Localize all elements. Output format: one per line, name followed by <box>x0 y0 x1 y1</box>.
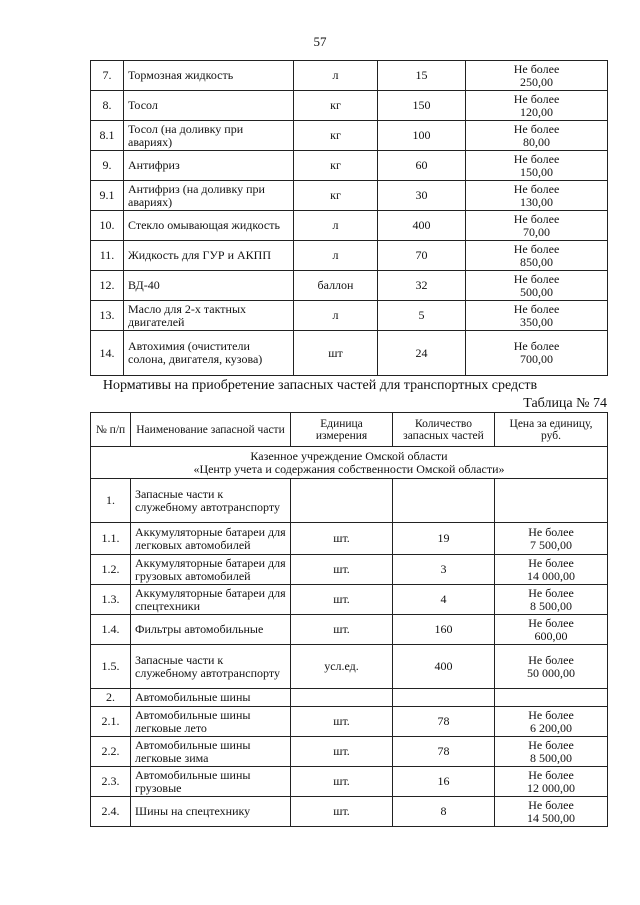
header-price: Цена за единицу, руб. <box>495 413 608 447</box>
table-row: 12. ВД-40 баллон 32 Не более 500,00 <box>91 271 608 301</box>
table-row: 1.4. Фильтры автомобильные шт. 160 Не более 600,00 <box>91 615 608 645</box>
table-row: 7. Тормозная жидкость л 15 Не более 250,00 <box>91 61 608 91</box>
table-row: 2.4. Шины на спецтехнику шт. 8 Не более 14 500,00 <box>91 797 608 827</box>
group-row <box>91 447 608 479</box>
group-subtitle: «Центр учета и содержания собственности Омской области» <box>193 461 505 476</box>
table-row: 1.1. Аккумуляторные батареи для легковых автомобилей шт. 19 Не более 7 500,00 <box>91 523 608 555</box>
page-number: 57 <box>313 34 327 49</box>
table-row: 1.3. Аккумуляторные батареи для спецтехники шт. 4 Не более 8 500,00 <box>91 585 608 615</box>
table-row: 1. Запасные части к служебному автотранспорту <box>91 479 608 523</box>
table-row: 8. Тосол кг 150 Не более 120,00 <box>91 91 608 121</box>
spare-parts-table <box>90 412 608 827</box>
header-name: Наименование запасной части <box>131 413 291 447</box>
table-row: 1.2. Аккумуляторные батареи для грузовых автомобилей шт. 3 Не более 14 000,00 <box>91 555 608 585</box>
table-row: 9. Антифриз кг 60 Не более 150,00 <box>91 151 608 181</box>
table-header-row <box>91 413 608 447</box>
table-number: Таблица № 74 <box>523 396 607 411</box>
table-row: 10. Стекло омывающая жидкость л 400 Не более 70,00 <box>91 211 608 241</box>
table-row: 13. Масло для 2-х тактных двигателей л 5 Не более 350,00 <box>91 301 608 331</box>
header-unit: Единица измерения <box>291 413 393 447</box>
table-row: 2.3. Автомобильные шины грузовые шт. 16 Не более 12 000,00 <box>91 767 608 797</box>
header-qty: Количество запасных частей <box>393 413 495 447</box>
table-row: 2.2. Автомобильные шины легковые зима шт. 78 Не более 8 500,00 <box>91 737 608 767</box>
table-row: 2. Автомобильные шины <box>91 689 608 707</box>
table-row: 14. Автохимия (очистители солона, двигателя, кузова) шт 24 Не более 700,00 <box>91 331 608 376</box>
table-row: 2.1. Автомобильные шины легковые лето шт. 78 Не более 6 200,00 <box>91 707 608 737</box>
table-caption: Нормативы на приобретение запасных частей для транспортных средств <box>102 378 538 393</box>
header-number: № п/п <box>91 413 131 447</box>
group-title: Казенное учреждение Омской области <box>250 448 448 463</box>
consumables-table <box>90 60 608 376</box>
table-row: 9.1 Антифриз (на доливку при авариях) кг 30 Не более 130,00 <box>91 181 608 211</box>
table-row: 11. Жидкость для ГУР и АКПП л 70 Не более 850,00 <box>91 241 608 271</box>
table-row: 8.1 Тосол (на доливку при авариях) кг 100 Не более 80,00 <box>91 121 608 151</box>
table-row: 1.5. Запасные части к служебному автотранспорту усл.ед. 400 Не более 50 000,00 <box>91 645 608 689</box>
